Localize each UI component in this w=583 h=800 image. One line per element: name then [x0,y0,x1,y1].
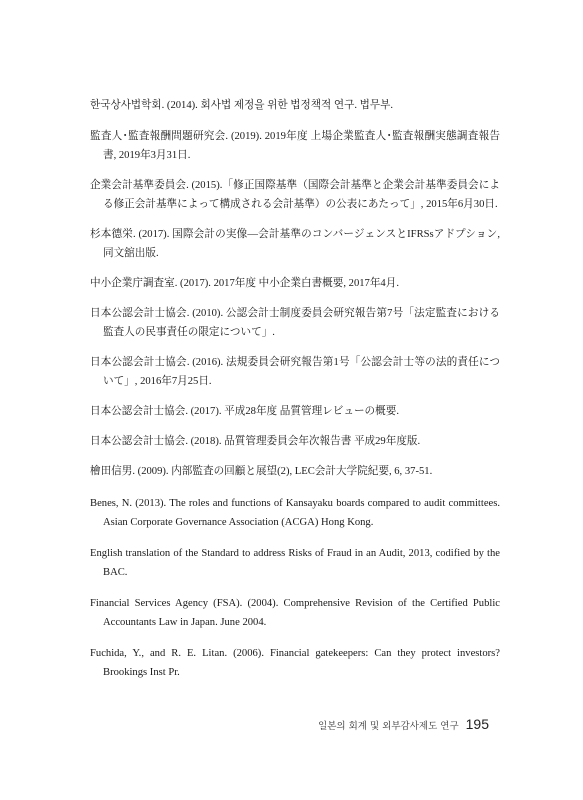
reference-entry: Fuchida, Y., and R. E. Litan. (2006). Financial gatekeepers: Can they protect investors? Brookings Inst Pr. [90,648,500,678]
page-footer [318,716,489,732]
reference-entry: English translation of the Standard to address Risks of Fraud in an Audit, 2013, codified by the BAC. [90,548,500,578]
reference-entry: Financial Services Agency (FSA). (2004). Comprehensive Revision of the Certified Public Accountants Law in Japan. June 2004. [90,598,500,628]
reference-list [90,96,500,693]
reference-entry: 檜田信男. (2009). 内部監査の回顧と展望(2), LEC会計大学院紀要, 6, 37-51. [90,466,433,477]
reference-entry: 日本公認会計士協会. (2017). 平成28年度 品質管理レビューの概要. [90,406,399,417]
reference-entry: 한국상사법학회. (2014). 회사법 제정을 위한 법정책적 연구. 법무부. [90,100,393,111]
reference-entry: 監査人･監査報酬問題研究会. (2019). 2019年度 上場企業監査人･監査報酬実態調査報告書, 2019年3月31日. [90,131,500,161]
reference-entry: Benes, N. (2013). The roles and functions of Kansayaku boards compared to audit committees. Asian Corporate Governance Association (ACGA) Hong Kong. [90,498,500,528]
reference-entry: 日本公認会計士協会. (2018). 品質管理委員会年次報告書 平成29年度版. [90,436,421,447]
reference-entry: 日本公認会計士協会. (2010). 公認会計士制度委員会研究報告第7号「法定監査における監査人の民事責任の限定について」. [90,308,500,338]
reference-entry: 日本公認会計士協会. (2016). 法規委員会研究報告第1号「公認会計士等の法的責任について」, 2016年7月25日. [90,357,500,387]
reference-entry: 杉本德栄. (2017). 国際会計の実像―会計基準のコンバージェンスとIFRSsアドプション, 同文舘出版. [90,229,500,259]
running-footer-title: 일본의 회계 및 외부감사제도 연구 [318,721,459,732]
reference-entry: 中小企業庁調査室. (2017). 2017年度 中小企業白書概要, 2017年4月. [90,278,399,289]
page-number: 195 [465,716,489,732]
reference-entry: 企業会計基準委員会. (2015).「修正国際基準（国際会計基準と企業会計基準委員会による修正会計基準によって構成される会計基準）の公表にあたって」, 2015年6月30日. [90,180,500,210]
